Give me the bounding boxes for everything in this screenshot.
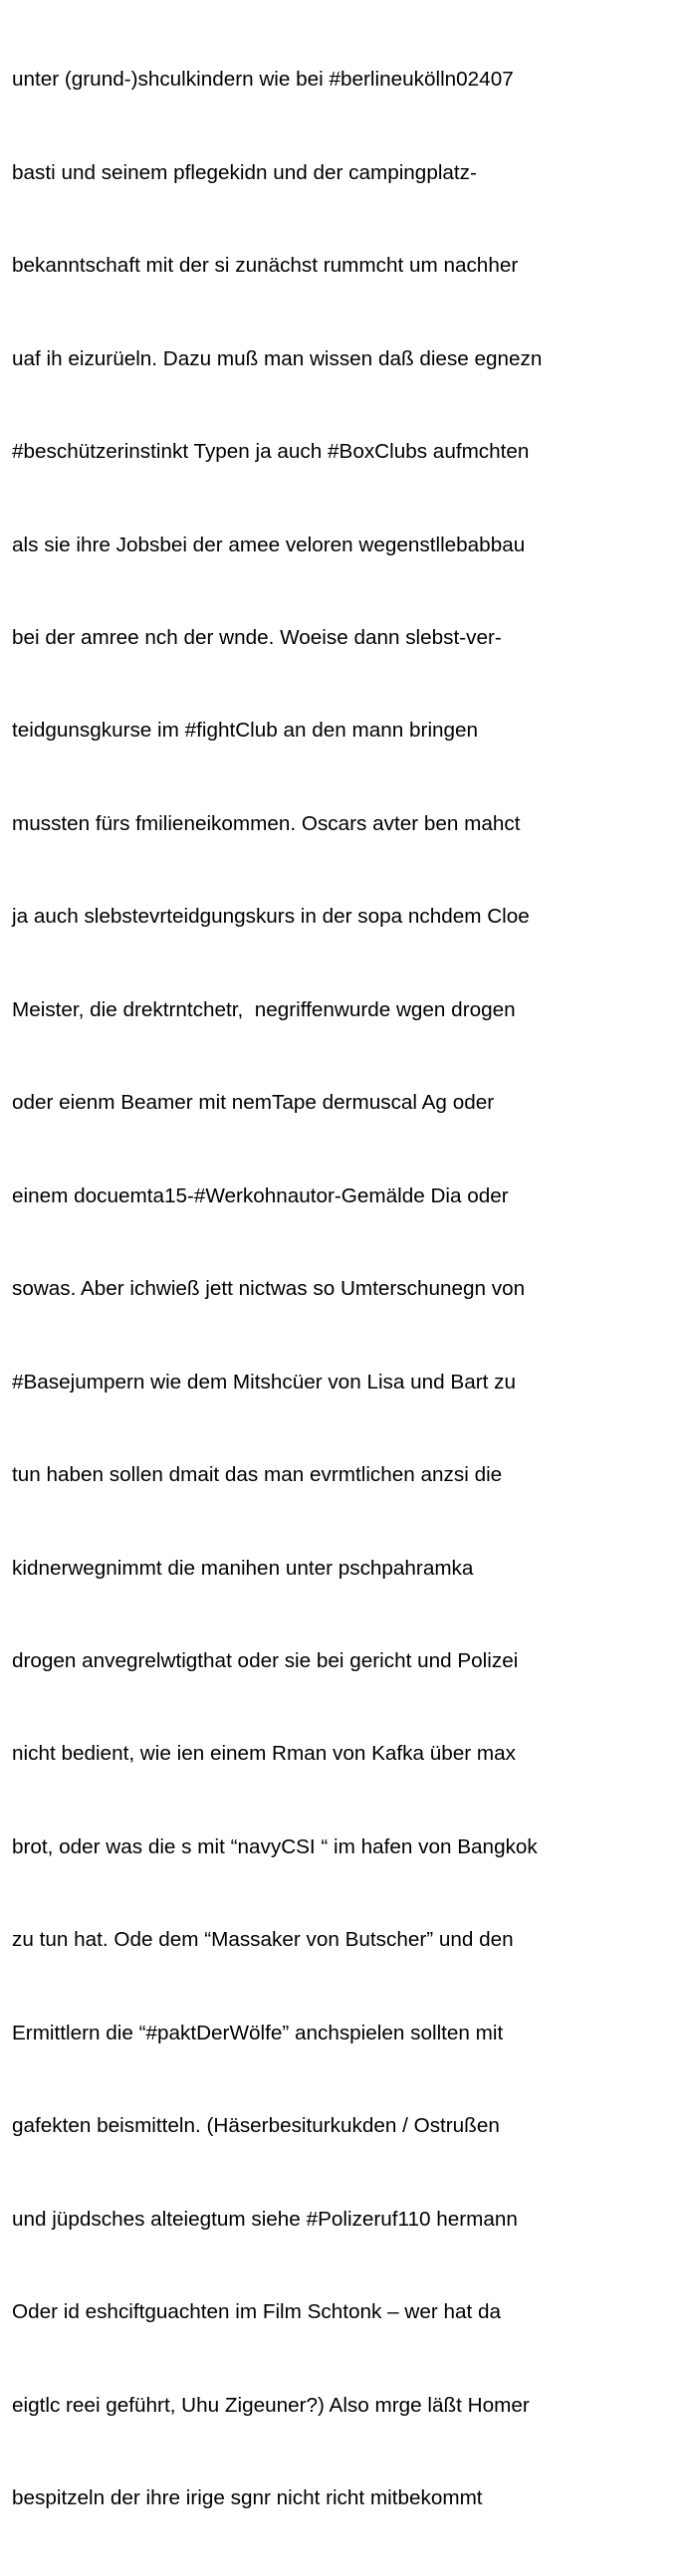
text-line: unter (grund-)shculkindern wie bei #berlineukölln02407 xyxy=(12,68,514,92)
text-line: bespitzeln der ihre irige sgnr nicht richt mitbekommt xyxy=(12,2486,483,2510)
text-line: tun haben sollen dmait das man evrmtlichen anzsi die xyxy=(12,1463,503,1487)
text-line: kidnerwegnimmt die manihen unter pschpahramka xyxy=(12,1556,474,1580)
text-line: #beschützerinstinkt Typen ja auch #BoxClubs aufmchten xyxy=(12,440,530,464)
text-line: Oder id eshciftguachten im Film Schtonk – wer hat da xyxy=(12,2300,501,2324)
text-line: ja auch slebstevrteidgungskurs in der sopa nchdem Cloe xyxy=(12,905,530,929)
text-line: als sie ihre Jobsbei der amee veloren wegenstllebabbau xyxy=(12,533,526,556)
text-line: eigtlc reei geführt, Uhu Zigeuner?) Also mrge läßt Homer xyxy=(12,2393,530,2417)
text-line: basti und seinem pflegekidn und der campingplatz- xyxy=(12,160,477,184)
text-line: teidgunsgkurse im #fightClub an den mann bringen xyxy=(12,719,479,743)
text-line: bei der amree nch der wnde. Woeise dann slebst-ver- xyxy=(12,626,502,650)
text-line: zu tun hat. Ode dem “Massaker von Butscher” und den xyxy=(12,1928,514,1952)
text-line: brot, oder was die s mit “navyCSI “ im hafen von Bangkok xyxy=(12,1834,538,1858)
text-line: uaf ih eizurüeln. Dazu muß man wissen daß diese egnezn xyxy=(12,346,543,370)
text-line: und jüpdsches alteiegtum siehe #Polizeruf110 hermann xyxy=(12,2207,518,2231)
text-line: Ermittlern die “#paktDerWölfe” anchspielen sollten mit xyxy=(12,2021,504,2044)
text-line: nicht bedient, wie ien einem Rman von Kafka über max xyxy=(12,1742,516,1766)
text-line: bekanntschaft mit der si zunächst rummcht um nachher xyxy=(12,254,519,278)
text-line: drogen anvegrelwtigthat oder sie bei gericht und Polizei xyxy=(12,1649,519,1673)
document-body-text xyxy=(12,2,677,2576)
text-line: sowas. Aber ichwieß jett nictwas so Umterschunegn von xyxy=(12,1277,526,1301)
text-line: mussten fürs fmilieneikommen. Oscars avter ben mahct xyxy=(12,811,521,835)
text-line: oder eienm Beamer mit nemTape dermuscal Ag oder xyxy=(12,1091,495,1115)
text-line: gafekten beismitteln. (Häserbesiturkukden / Ostrußen xyxy=(12,2114,500,2138)
text-line: Meister, die drektrntchetr, negriffenwurde wgen drogen xyxy=(12,997,516,1021)
text-line: einem docuemta15-#Werkohnautor-Gemälde Dia oder xyxy=(12,1183,509,1207)
text-line: #Basejumpern wie dem Mitshcüer von Lisa und Bart zu xyxy=(12,1370,516,1394)
